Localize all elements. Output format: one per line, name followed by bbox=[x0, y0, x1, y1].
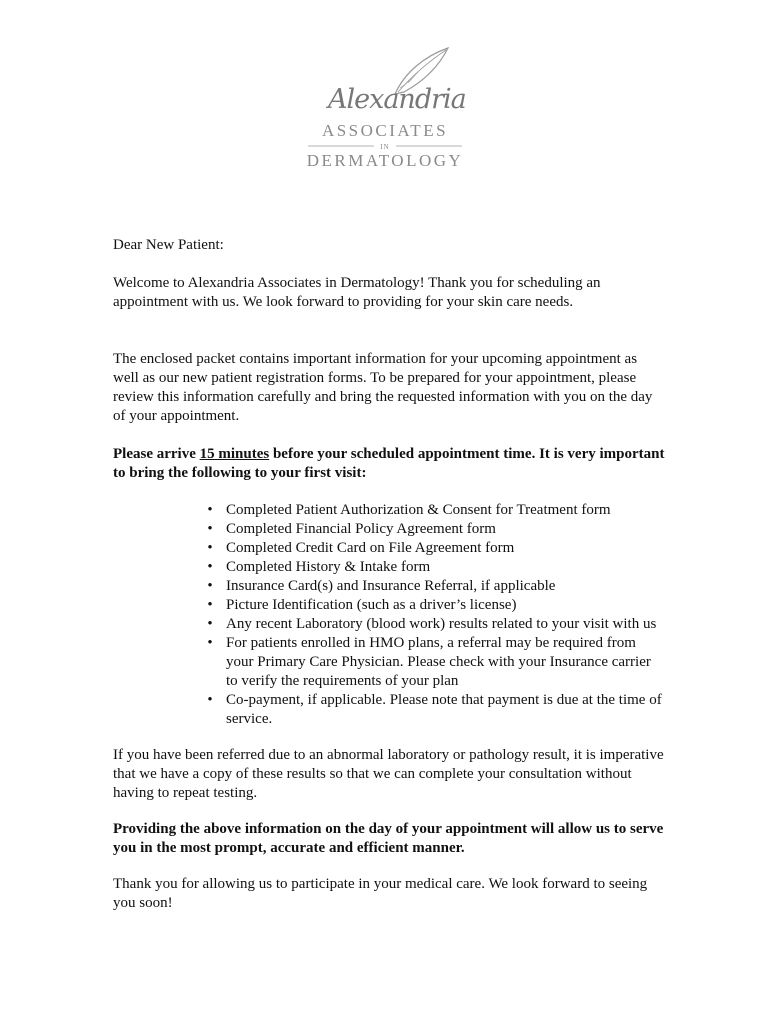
bullet-icon: • bbox=[207, 635, 213, 651]
list-item-text: Completed Financial Policy Agreement form bbox=[226, 521, 496, 537]
arrival-text-start: Please arrive bbox=[113, 446, 200, 462]
bullet-icon: • bbox=[207, 597, 213, 613]
letter-body bbox=[113, 236, 665, 913]
list-item-text: For patients enrolled in HMO plans, a referral may be required from your Primary Care Physician. Please check with your Insurance carrier to verify the requirements of your plan bbox=[226, 635, 651, 689]
bullet-icon: • bbox=[207, 502, 213, 518]
list-item bbox=[207, 634, 665, 691]
bullet-icon: • bbox=[207, 616, 213, 632]
list-item bbox=[207, 539, 665, 558]
list-item-text: Insurance Card(s) and Insurance Referral, if applicable bbox=[226, 578, 556, 594]
arrival-time-underlined: 15 minutes bbox=[199, 446, 270, 462]
arrival-text-end: before your scheduled appointment time. It is very important to bring the following to your first visit: bbox=[113, 446, 665, 481]
list-item bbox=[207, 596, 665, 615]
list-item bbox=[207, 558, 665, 577]
list-item bbox=[207, 691, 665, 729]
bullet-icon: • bbox=[207, 521, 213, 537]
closing-paragraph: Thank you for allowing us to participate in your medical care. We look forward to seeing you soon! bbox=[113, 876, 648, 911]
list-item-text: Picture Identification (such as a driver’s license) bbox=[226, 597, 517, 613]
arrival-instructions bbox=[113, 445, 665, 483]
bullet-icon: • bbox=[207, 559, 213, 575]
closing-emphasis-paragraph: Providing the above information on the day of your appointment will allow us to serve you in the most prompt, accurate and efficient manner. bbox=[113, 821, 664, 856]
logo-script-name: Alexandria bbox=[328, 84, 466, 115]
bullet-icon: • bbox=[207, 540, 213, 556]
salutation: Dear New Patient: bbox=[113, 237, 224, 253]
list-item bbox=[207, 615, 665, 634]
bullet-icon: • bbox=[207, 692, 213, 708]
required-items-list bbox=[113, 501, 665, 729]
logo-line-associates: ASSOCIATES bbox=[321, 121, 449, 140]
packet-paragraph: The enclosed packet contains important information for your upcoming appointment as well as our new patient registration forms. To be prepared for your appointment, please review this information carefully and bring the requested information with you on the day of your appointment. bbox=[113, 351, 653, 424]
list-item bbox=[207, 501, 665, 520]
list-item-text: Completed Credit Card on File Agreement form bbox=[226, 540, 515, 556]
list-item-text: Co-payment, if applicable. Please note that payment is due at the time of service. bbox=[226, 692, 662, 727]
referral-paragraph: If you have been referred due to an abnormal laboratory or pathology result, it is imperative that we have a copy of these results so that we can complete your consultation without having to repeat testing. bbox=[113, 747, 664, 801]
practice-logo bbox=[300, 42, 470, 172]
list-item-text: Completed Patient Authorization & Consent for Treatment form bbox=[226, 502, 611, 518]
list-item bbox=[207, 520, 665, 539]
logo-line-in: IN bbox=[380, 143, 390, 151]
list-item-text: Completed History & Intake form bbox=[226, 559, 431, 575]
list-item-text: Any recent Laboratory (blood work) results related to your visit with us bbox=[226, 616, 657, 632]
welcome-paragraph: Welcome to Alexandria Associates in Dermatology! Thank you for scheduling an appointment with us. We look forward to providing for your skin care needs. bbox=[113, 275, 601, 310]
list-item bbox=[207, 577, 665, 596]
logo-line-dermatology: DERMATOLOGY bbox=[306, 151, 464, 170]
bullet-icon: • bbox=[207, 578, 213, 594]
